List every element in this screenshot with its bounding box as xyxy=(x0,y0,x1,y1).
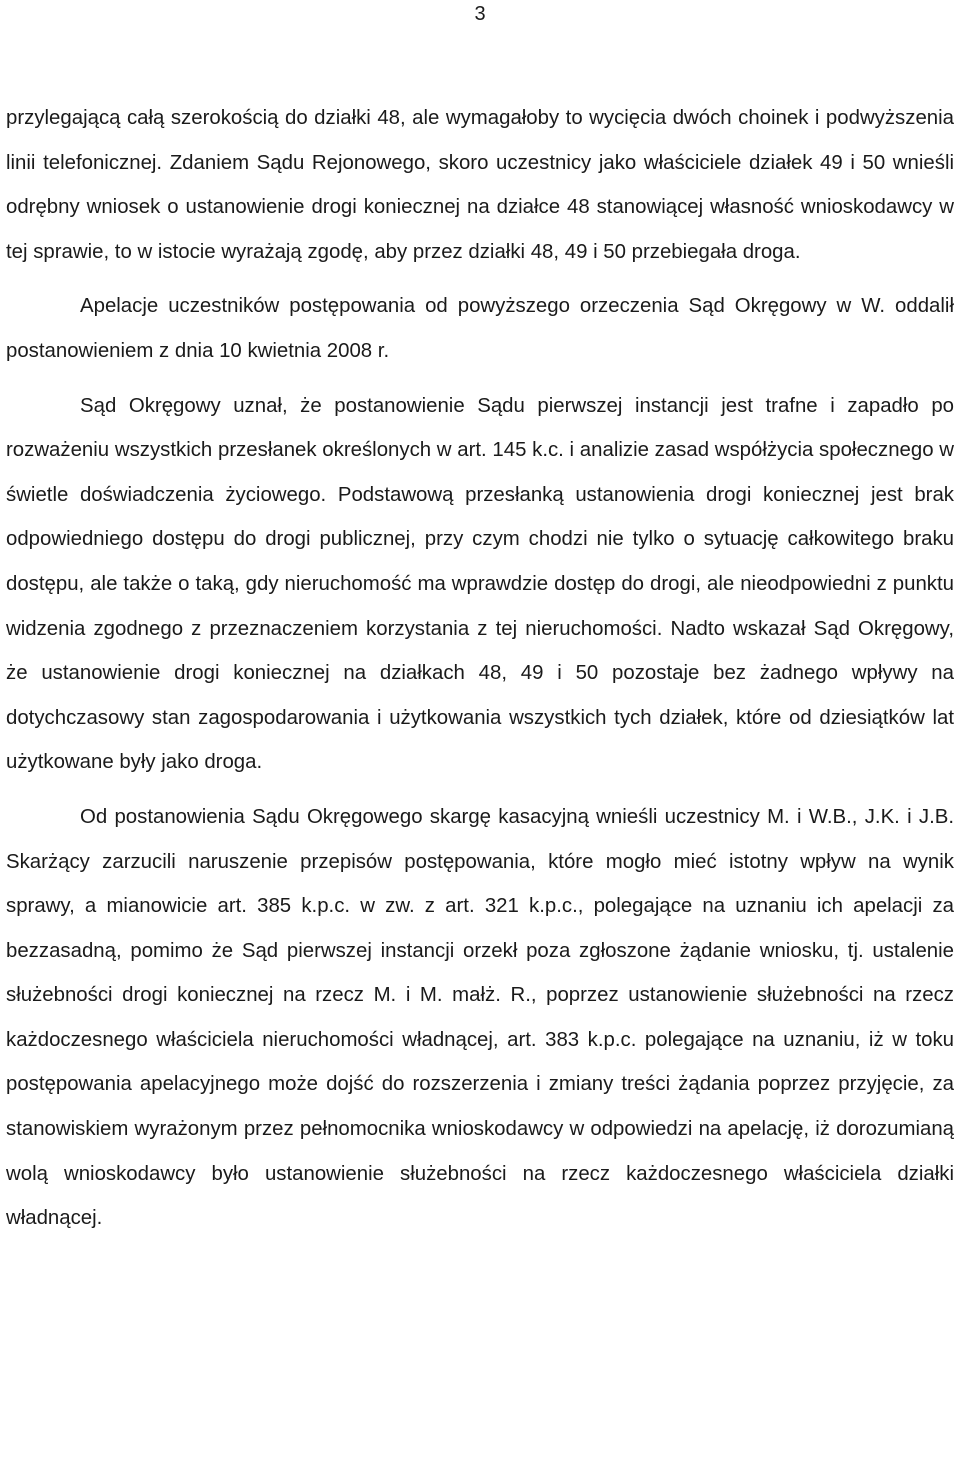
document-body xyxy=(6,96,954,1241)
paragraph-3: Sąd Okręgowy uznał, że postanowienie Sądu pierwszej instancji jest trafne i zapadło po rozważeniu wszystkich przesłanek określonych w art. 145 k.c. i analizie zasad współżycia społecznego w świetle doświadczenia życiowego. Podstawową przesłanką ustanowienia drogi koniecznej jest brak odpowiedniego dostępu do drogi publicznej, przy czym chodzi nie tylko o sytuację całkowitego braku dostępu, ale także o taką, gdy nieruchomość ma wprawdzie dostęp do drogi, ale nieodpowiedni z punktu widzenia zgodnego z przeznaczeniem korzystania z tej nieruchomości. Nadto wskazał Sąd Okręgowy, że ustanowienie drogi koniecznej na działkach 48, 49 i 50 pozostaje bez żadnego wpływy na dotychczasowy stan zagospodarowania i użytkowania wszystkich tych działek, które od dziesiątków lat użytkowane były jako droga. xyxy=(6,394,954,774)
page-number: 3 xyxy=(474,3,486,25)
paragraph-1: przylegającą całą szerokością do działki 48, ale wymagałoby to wycięcia dwóch choinek i podwyższenia linii telefonicznej. Zdaniem Sądu Rejonowego, skoro uczestnicy jako właściciele działek 49 i 50 wnieśli odrębny wniosek o ustanowienie drogi koniecznej na działce 48 stanowiącej własność wnioskodawcy w tej sprawie, to w istocie wyrażają zgodę, aby przez działki 48, 49 i 50 przebiegała droga. xyxy=(6,107,954,263)
paragraph-4: Od postanowienia Sądu Okręgowego skargę kasacyjną wnieśli uczestnicy M. i W.B., J.K. i J.B. Skarżący zarzucili naruszenie przepisów postępowania, które mogło mieć istotny wpływ na wynik sprawy, a mianowicie art. 385 k.p.c. w zw. z art. 321 k.p.c., polegające na uznaniu ich apelacji za bezzasadną, pomimo że Sąd pierwszej instancji orzekł poza zgłoszone żądanie wniosku, tj. ustalenie służebności drogi koniecznej na rzecz M. i M. małż. R., poprzez ustanowienie służebności na rzecz każdoczesnego właściciela nieruchomości władnącej, art. 383 k.p.c. polegające na uznaniu, iż w toku postępowania apelacyjnego może dojść do rozszerzenia i zmiany treści żądania poprzez przyjęcie, za stanowiskiem wyrażonym przez pełnomocnika wnioskodawcy w odpowiedzi na apelację, iż dorozumianą wolą wnioskodawcy było ustanowienie służebności na rzecz każdoczesnego właściciela działki władnącej. xyxy=(6,805,954,1230)
paragraph-2: Apelacje uczestników postępowania od powyższego orzeczenia Sąd Okręgowy w W. oddalił postanowieniem z dnia 10 kwietnia 2008 r. xyxy=(6,295,954,362)
